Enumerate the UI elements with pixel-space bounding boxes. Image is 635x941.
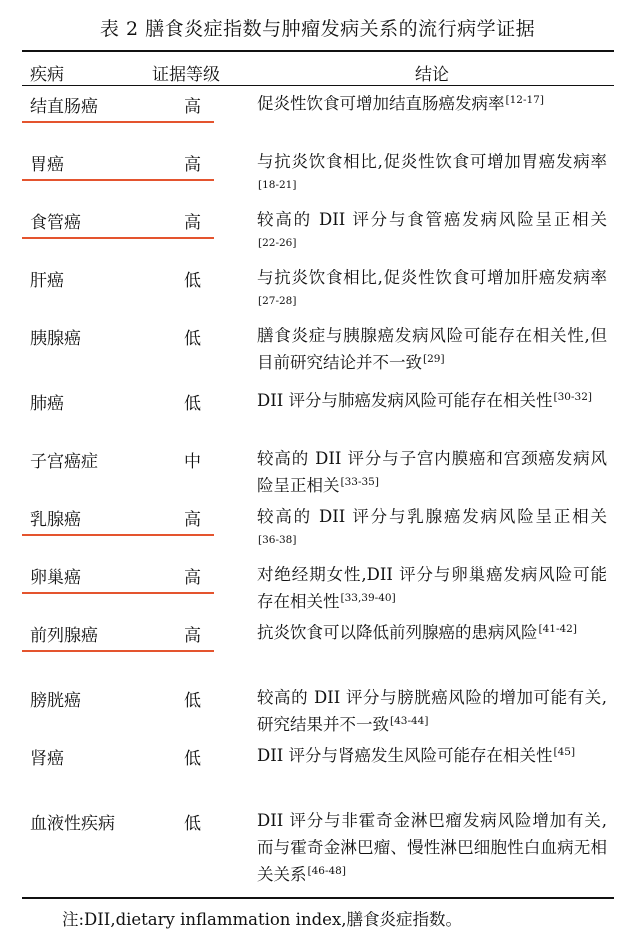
- conclusion-text: DII 评分与肺癌发病风险可能存在相关性: [257, 391, 553, 410]
- evidence-level-cell: 低: [184, 814, 201, 834]
- conclusion-cell: [257, 264, 607, 318]
- highlight-underline: [22, 121, 214, 123]
- table-note: 注:DII,dietary inflammation index,膳食炎症指数。: [62, 910, 462, 929]
- conclusion-cell: [257, 561, 607, 615]
- reference-superscript: [41-42]: [538, 622, 577, 635]
- disease-cell: 肝癌: [30, 271, 64, 291]
- reference-superscript: [27-28]: [258, 294, 297, 307]
- evidence-level-cell: 低: [184, 749, 201, 769]
- disease-cell: 食管癌: [30, 213, 81, 233]
- conclusion-cell: [257, 322, 607, 376]
- highlight-underline: [22, 237, 214, 239]
- header-rule: [22, 85, 614, 86]
- conclusion-cell: [257, 742, 607, 769]
- conclusion-cell: [257, 619, 607, 646]
- conclusion-cell: [257, 148, 607, 202]
- evidence-level-cell: 高: [184, 626, 201, 646]
- reference-superscript: [30-32]: [553, 390, 592, 403]
- conclusion-text: 促炎性饮食可增加结直肠癌发病率: [257, 94, 505, 113]
- evidence-level-cell: 高: [184, 155, 201, 175]
- disease-cell: 卵巢癌: [30, 568, 81, 588]
- disease-cell: 乳腺癌: [30, 510, 81, 530]
- evidence-level-cell: 低: [184, 329, 201, 349]
- reference-superscript: [33,39-40]: [340, 591, 396, 604]
- conclusion-cell: [257, 807, 607, 888]
- conclusion-cell: [257, 503, 607, 557]
- reference-superscript: [22-26]: [258, 236, 297, 249]
- highlight-underline: [22, 179, 214, 181]
- conclusion-text: DII 评分与非霍奇金淋巴瘤发病风险增加有关,而与霍奇金淋巴瘤、慢性淋巴细胞性白血病无相关关系: [257, 811, 607, 884]
- conclusion-text: 抗炎饮食可以降低前列腺癌的患病风险: [257, 623, 538, 642]
- reference-superscript: [29]: [423, 352, 445, 365]
- disease-cell: 膀胱癌: [30, 691, 81, 711]
- reference-superscript: [12-17]: [505, 93, 544, 106]
- conclusion-cell: [257, 445, 607, 499]
- conclusion-text: 对绝经期女性,DII 评分与卵巢癌发病风险可能存在相关性: [257, 565, 607, 611]
- reference-superscript: [46-48]: [307, 864, 346, 877]
- evidence-level-cell: 高: [184, 213, 201, 233]
- disease-cell: 子宫癌症: [30, 452, 98, 472]
- evidence-level-cell: 低: [184, 394, 201, 414]
- conclusion-cell: [257, 90, 607, 117]
- disease-cell: 胃癌: [30, 155, 64, 175]
- conclusion-text: 较高的 DII 评分与膀胱癌风险的增加可能有关,研究结果并不一致: [257, 688, 607, 734]
- reference-superscript: [36-38]: [258, 533, 297, 546]
- reference-superscript: [45]: [553, 745, 576, 758]
- header-evidence-level: 证据等级: [152, 65, 220, 85]
- evidence-level-cell: 低: [184, 691, 201, 711]
- top-rule: [22, 50, 614, 52]
- evidence-level-cell: 高: [184, 510, 201, 530]
- table-title: 表 2 膳食炎症指数与肿瘤发病关系的流行病学证据: [99, 18, 536, 40]
- reference-superscript: [43-44]: [390, 714, 429, 727]
- conclusion-text: 膳食炎症与胰腺癌发病风险可能存在相关性,但目前研究结论并不一致: [257, 326, 607, 372]
- conclusion-cell: [257, 684, 607, 738]
- highlight-underline: [22, 650, 214, 652]
- disease-cell: 前列腺癌: [30, 626, 98, 646]
- conclusion-cell: [257, 206, 607, 260]
- header-disease: 疾病: [30, 65, 64, 85]
- evidence-level-cell: 中: [184, 452, 201, 472]
- conclusion-text: 较高的 DII 评分与食管癌发病风险呈正相关: [257, 210, 607, 229]
- header-conclusion: 结论: [415, 65, 449, 85]
- conclusion-text: 较高的 DII 评分与子宫内膜癌和宫颈癌发病风险呈正相关: [257, 449, 607, 495]
- evidence-level-cell: 低: [184, 271, 201, 291]
- disease-cell: 血液性疾病: [30, 814, 115, 834]
- disease-cell: 肾癌: [30, 749, 64, 769]
- highlight-underline: [22, 592, 214, 594]
- conclusion-text: 较高的 DII 评分与乳腺癌发病风险呈正相关: [257, 507, 607, 526]
- reference-superscript: [18-21]: [258, 178, 297, 191]
- reference-superscript: [33-35]: [340, 475, 379, 488]
- highlight-underline: [22, 534, 214, 536]
- conclusion-cell: [257, 387, 607, 414]
- evidence-level-cell: 高: [184, 568, 201, 588]
- disease-cell: 胰腺癌: [30, 329, 81, 349]
- conclusion-text: DII 评分与肾癌发生风险可能存在相关性: [257, 746, 553, 765]
- evidence-level-cell: 高: [184, 97, 201, 117]
- conclusion-text: 与抗炎饮食相比,促炎性饮食可增加肝癌发病率: [257, 268, 607, 287]
- conclusion-text: 与抗炎饮食相比,促炎性饮食可增加胃癌发病率: [257, 152, 607, 171]
- bottom-rule: [22, 897, 614, 899]
- disease-cell: 结直肠癌: [30, 97, 98, 117]
- disease-cell: 肺癌: [30, 394, 64, 414]
